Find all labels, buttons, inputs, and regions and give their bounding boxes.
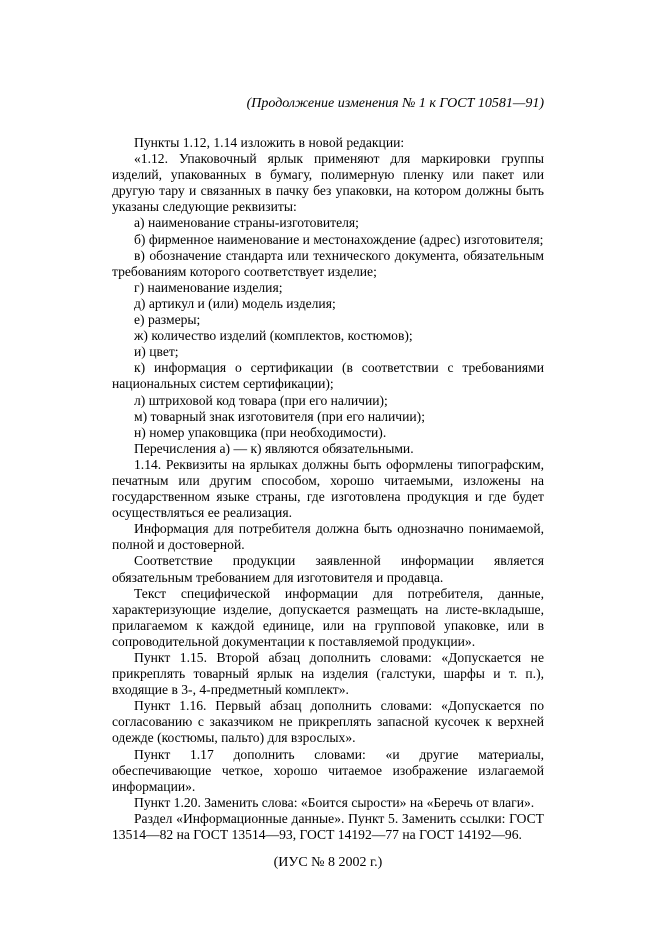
paragraph-1-17: Пункт 1.17 дополнить словами: «и другие материалы, обеспечивающие четкое, хорошо читаемое изображение излагаемой информации». — [112, 746, 544, 794]
page-header: (Продолжение изменения № 1 к ГОСТ 10581—91) — [246, 96, 544, 111]
list-item-v: в) обозначение стандарта или технического документа, обязательным требованиям которого соответствует изделие; — [112, 247, 544, 279]
list-item-m: м) товарный знак изготовителя (при его наличии); — [134, 408, 425, 424]
list-item-a: а) наименование страны-изготовителя; — [134, 215, 359, 231]
paragraph-1-16: Пункт 1.16. Первый абзац дополнить словами: «Допускается по согласованию с заказчиком не прикреплять запасной кусочек к верхней одежде (костюмы, пальто) для взрослых». — [112, 698, 544, 746]
document-page — [112, 96, 544, 871]
list-item-g: г) наименование изделия; — [134, 279, 283, 295]
list-item-b: б) фирменное наименование и местонахождение (адрес) изготовителя; — [134, 231, 544, 247]
paragraph-info-data: Раздел «Информационные данные». Пункт 5. Заменить ссылки: ГОСТ 13514—82 на ГОСТ 13514—93, ГОСТ 14192—77 на ГОСТ 14192—96. — [112, 810, 544, 843]
paragraph-compliance: Соответствие продукции заявленной информации является обязательным требованием для изготовителя и продавца. — [112, 553, 544, 585]
list-item-e: е) размеры; — [134, 312, 201, 328]
paragraph-1-12: «1.12. Упаковочный ярлык применяют для маркировки группы изделий, упакованных в бумагу, полимерную пленку или пакет или другую тару и связанных в пачку без упаковки, на котором должны быть указаны следующие реквизиты: — [112, 151, 544, 215]
list-item-l: л) штриховой код товара (при его наличии); — [134, 392, 388, 408]
paragraph-1-15: Пункт 1.15. Второй абзац дополнить словами: «Допускается не прикреплять товарный ярлык на изделия (галстуки, шарфы и т. п.), входящие в 3-, 4-предметный комплект». — [112, 650, 544, 698]
paragraph-intro: Пункты 1.12, 1.14 изложить в новой редакции: — [134, 135, 405, 150]
list-item-zh: ж) количество изделий (комплектов, костюмов); — [134, 328, 413, 344]
paragraph-1-20: Пункт 1.20. Заменить слова: «Боится сырости» на «Беречь от влаги». — [134, 794, 535, 810]
list-item-n: н) номер упаковщика (при необходимости). — [134, 424, 387, 440]
list-item-i: и) цвет; — [134, 344, 179, 360]
list-item-k: к) информация о сертификации (в соответствии с требованиями национальных систем сертификации); — [112, 360, 544, 392]
paragraph-1-14: 1.14. Реквизиты на ярлыках должны быть оформлены типографским, печатным или другим способом, хорошо читаемыми, изложены на государственном языке страны, где изготовлена продукция и где будет осуществляться ее реализация. — [112, 456, 544, 521]
publication-reference: (ИУС № 8 2002 г.) — [273, 855, 383, 871]
list-item-d: д) артикул и (или) модель изделия; — [134, 295, 336, 311]
paragraph-mandatory-note: Перечисления а) — к) являются обязательными. — [134, 440, 414, 456]
paragraph-consumer-info: Информация для потребителя должна быть однозначно понимаемой, полной и достоверной. — [112, 521, 544, 553]
paragraph-specific-info: Текст специфической информации для потребителя, данные, характеризующие изделие, допускается размещать на листе-вкладыше, прилагаемом к каждой единице, или на групповой упаковке, или в сопроводительной документации к поставляемой продукции». — [112, 585, 544, 649]
